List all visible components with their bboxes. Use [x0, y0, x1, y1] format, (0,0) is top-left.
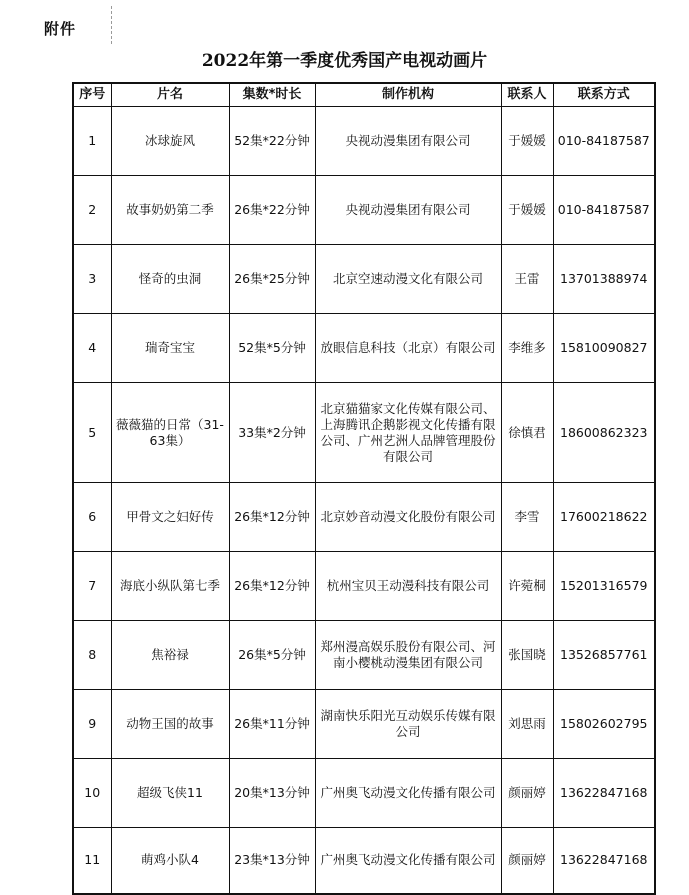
row-episodes: 52集*22分钟 [229, 107, 315, 176]
row-phone: 15201316579 [553, 552, 655, 621]
row-contact: 于媛媛 [501, 107, 553, 176]
row-episodes: 20集*13分钟 [229, 759, 315, 828]
table-row [73, 552, 655, 621]
row-episodes: 26集*12分钟 [229, 552, 315, 621]
row-name: 怪奇的虫洞 [111, 245, 229, 314]
row-phone: 13701388974 [553, 245, 655, 314]
row-producer: 北京猫猫家文化传媒有限公司、上海腾讯企鹅影视文化传播有限公司、广州艺洲人品牌管理股份有限公司 [315, 383, 501, 483]
row-contact: 许菀桐 [501, 552, 553, 621]
row-name: 甲骨文之妇好传 [111, 483, 229, 552]
row-episodes: 26集*11分钟 [229, 690, 315, 759]
column-header-phone: 联系方式 [553, 83, 655, 107]
row-producer: 广州奥飞动漫文化传播有限公司 [315, 759, 501, 828]
table-header-row [73, 83, 655, 107]
column-header-producer: 制作机构 [315, 83, 501, 107]
row-phone: 13622847168 [553, 828, 655, 894]
row-no: 7 [73, 552, 111, 621]
row-name: 薇薇猫的日常（31-63集） [111, 383, 229, 483]
row-contact: 张国晓 [501, 621, 553, 690]
row-no: 5 [73, 383, 111, 483]
row-name: 冰球旋风 [111, 107, 229, 176]
row-producer: 央视动漫集团有限公司 [315, 176, 501, 245]
row-phone: 18600862323 [553, 383, 655, 483]
row-contact: 刘思雨 [501, 690, 553, 759]
row-name: 萌鸡小队4 [111, 828, 229, 894]
table-row [73, 483, 655, 552]
binding-margin-line [111, 6, 112, 44]
table-row [73, 759, 655, 828]
table-row [73, 383, 655, 483]
row-producer: 北京妙音动漫文化股份有限公司 [315, 483, 501, 552]
row-phone: 13526857761 [553, 621, 655, 690]
column-header-episodes: 集数*时长 [229, 83, 315, 107]
row-producer: 广州奥飞动漫文化传播有限公司 [315, 828, 501, 894]
row-phone: 15802602795 [553, 690, 655, 759]
row-no: 8 [73, 621, 111, 690]
annex-label: 附件 [44, 20, 77, 38]
row-name: 动物王国的故事 [111, 690, 229, 759]
row-phone: 17600218622 [553, 483, 655, 552]
row-no: 9 [73, 690, 111, 759]
row-producer: 湖南快乐阳光互动娱乐传媒有限公司 [315, 690, 501, 759]
row-phone: 13622847168 [553, 759, 655, 828]
row-episodes: 26集*25分钟 [229, 245, 315, 314]
row-contact: 李雪 [501, 483, 553, 552]
table-row [73, 828, 655, 894]
column-header-name: 片名 [111, 83, 229, 107]
row-episodes: 26集*5分钟 [229, 621, 315, 690]
row-contact: 李维多 [501, 314, 553, 383]
row-no: 4 [73, 314, 111, 383]
row-producer: 郑州漫高娱乐股份有限公司、河南小樱桃动漫集团有限公司 [315, 621, 501, 690]
column-header-contact: 联系人 [501, 83, 553, 107]
page-title: 2022年第一季度优秀国产电视动画片 [201, 51, 488, 71]
row-producer: 央视动漫集团有限公司 [315, 107, 501, 176]
row-producer: 放眼信息科技（北京）有限公司 [315, 314, 501, 383]
row-episodes: 33集*2分钟 [229, 383, 315, 483]
row-episodes: 26集*22分钟 [229, 176, 315, 245]
row-contact: 颜丽婷 [501, 759, 553, 828]
row-producer: 杭州宝贝王动漫科技有限公司 [315, 552, 501, 621]
table-row [73, 176, 655, 245]
row-episodes: 26集*12分钟 [229, 483, 315, 552]
table-row [73, 107, 655, 176]
table-row [73, 621, 655, 690]
row-contact: 于媛媛 [501, 176, 553, 245]
row-phone: 010-84187587 [553, 176, 655, 245]
row-producer: 北京空速动漫文化有限公司 [315, 245, 501, 314]
row-no: 1 [73, 107, 111, 176]
row-contact: 颜丽婷 [501, 828, 553, 894]
table-row [73, 245, 655, 314]
row-name: 焦裕禄 [111, 621, 229, 690]
row-episodes: 52集*5分钟 [229, 314, 315, 383]
row-no: 6 [73, 483, 111, 552]
row-no: 10 [73, 759, 111, 828]
table-row [73, 690, 655, 759]
row-no: 11 [73, 828, 111, 894]
row-name: 海底小纵队第七季 [111, 552, 229, 621]
table-row [73, 314, 655, 383]
row-contact: 徐慎君 [501, 383, 553, 483]
row-no: 2 [73, 176, 111, 245]
row-phone: 010-84187587 [553, 107, 655, 176]
row-name: 故事奶奶第二季 [111, 176, 229, 245]
column-header-no: 序号 [73, 83, 111, 107]
row-episodes: 23集*13分钟 [229, 828, 315, 894]
row-name: 超级飞侠11 [111, 759, 229, 828]
row-phone: 15810090827 [553, 314, 655, 383]
row-name: 瑞奇宝宝 [111, 314, 229, 383]
program-table [72, 82, 656, 895]
row-no: 3 [73, 245, 111, 314]
row-contact: 王雷 [501, 245, 553, 314]
